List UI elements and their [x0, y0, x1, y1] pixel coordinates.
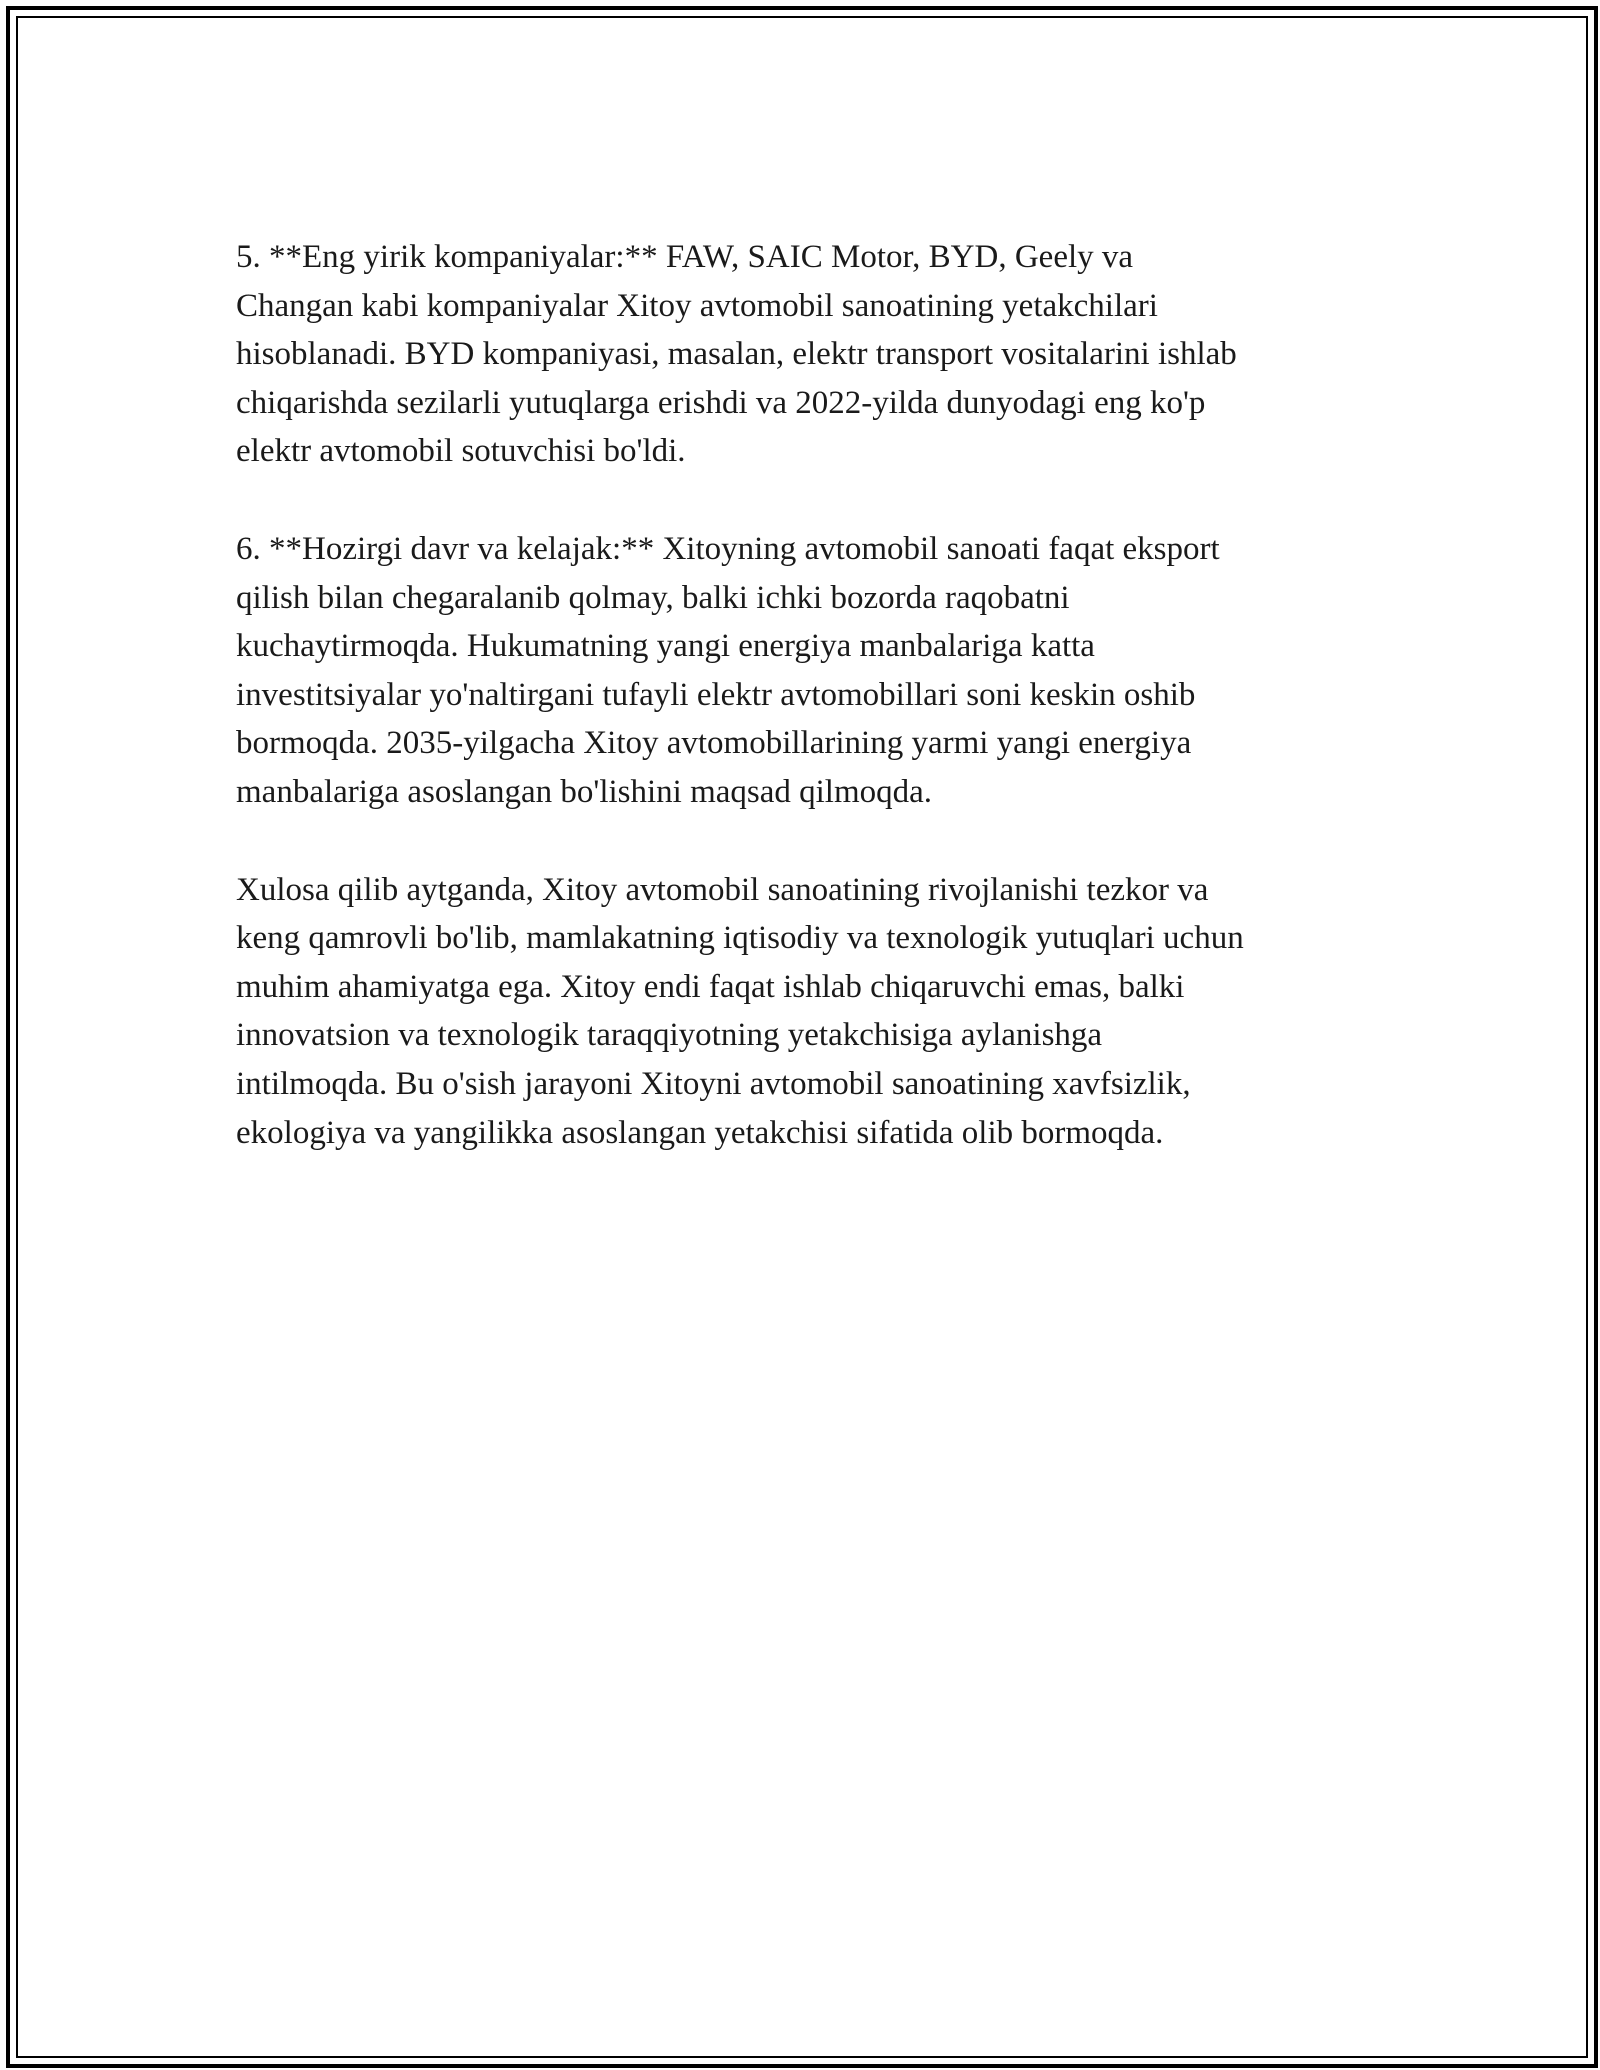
document-body	[236, 233, 1366, 1206]
paragraph-companies: 5. **Eng yirik kompaniyalar:** FAW, SAIC Motor, BYD, Geely va Changan kabi kompaniyalar Xitoy avtomobil sanoatining yetakchilari hisoblanadi. BYD kompaniyasi, masalan, elektr transport vositalarini ishlab chiqarishda sezilarli yutuqlarga erishdi va 2022-yilda dunyodagi eng ko'p elektr avtomobil sotuvchisi bo'ldi.	[236, 239, 1237, 470]
paragraph-conclusion: Xulosa qilib aytganda, Xitoy avtomobil sanoatining rivojlanishi tezkor va keng qamrovli bo'lib, mamlakatning iqtisodiy va texnologik yutuqlari uchun muhim ahamiyatga ega. Xitoy endi faqat ishlab chiqaruvchi emas, balki innovatsion va texnologik taraqqiyotning yetakchisiga aylanishga intilmoqda. Bu o'sish jarayoni Xitoyni avtomobil sanoatining xavfsizlik, ekologiya va yangilikka asoslangan yetakchisi sifatida olib bormoqda.	[236, 871, 1244, 1151]
paragraph-present-future: 6. **Hozirgi davr va kelajak:** Xitoyning avtomobil sanoati faqat eksport qilish bilan chegaralanib qolmay, balki ichki bozorda raqobatni kuchaytirmoqda. Hukumatning yangi energiya manbalariga katta investitsiyalar yo'naltirgani tufayli elektr avtomobillari soni keskin oshib bormoqda. 2035-yilgacha Xitoy avtomobillarining yarmi yangi energiya manbalariga asoslangan bo'lishini maqsad qilmoqda.	[236, 530, 1220, 810]
